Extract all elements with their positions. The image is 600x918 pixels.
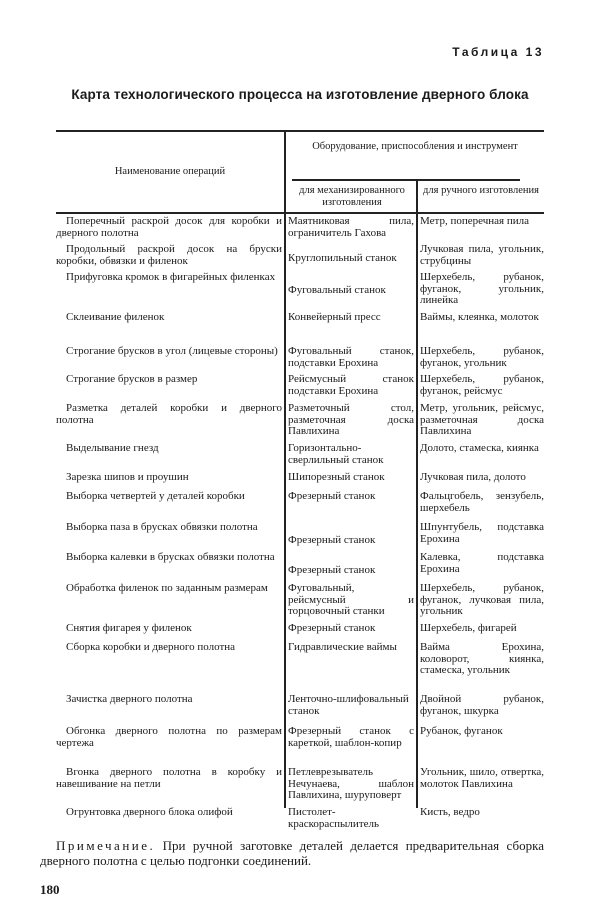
footnote (40, 838, 544, 868)
cell-manual: Метр, поперечная пила (420, 215, 529, 227)
cell-manual: Лучковая пила, долото (420, 471, 526, 483)
cell-operation: Зачистка дверного полотна (66, 693, 193, 705)
cell-manual: Ваймы, клеянка, молоток (420, 311, 539, 323)
cell-manual: Шерхебель, рубанок, фуганок, лучковая пила, угольник (420, 582, 544, 618)
cell-manual: Шерхебель, рубанок, фуганок, угольник (420, 345, 544, 369)
cell-mechanized: Фрезерный станок (288, 490, 376, 502)
table-title: Карта технологического процесса на изготовление дверного блока (71, 87, 529, 102)
cell-operation: Выборка калевки в брусках обвязки полотна (66, 551, 275, 563)
cell-operation: Вгонка дверного полотна в коробку и навешивание на петли (56, 766, 282, 790)
cell-mechanized: Маятниковая пила, ограничитель Гахова (288, 215, 414, 239)
cell-operation: Выборка паза в брусках обвязки полотна (66, 521, 258, 533)
footnote-label: Примечание. (56, 838, 156, 853)
cell-manual: Шерхебель, фигарей (420, 622, 517, 634)
cell-manual: Метр, угольник, рейсмус, разметочная доска Павлихина (420, 402, 544, 438)
page-number: 180 (40, 882, 60, 897)
cell-mechanized: Шипорезный станок (288, 471, 385, 483)
cell-mechanized: Горизонтально-сверлильный станок (288, 442, 384, 466)
cell-manual: Калевка, подставка Ерохина (420, 551, 544, 575)
cell-operation: Поперечный раскрой досок для коробки и дверного полотна (56, 215, 282, 239)
column-divider-1 (284, 132, 286, 808)
cell-mechanized: Ленточно-шлифовальный станок (288, 693, 409, 717)
cell-manual: Долото, стамеска, киянка (420, 442, 539, 454)
cell-mechanized: Конвейерный пресс (288, 311, 381, 323)
table-number: Таблица 13 (452, 45, 544, 59)
cell-manual: Вайма Ерохина, коловорот, киянка, стамеска, угольник (420, 641, 544, 677)
cell-operation: Зарезка шипов и проушин (66, 471, 189, 483)
cell-mechanized: Фрезерный станок с кареткой, шаблон-копир (288, 725, 414, 749)
cell-mechanized: Пистолет-краскораспылитель (288, 806, 380, 830)
cell-mechanized: Петлеврезыватель Нечунаева, шаблон Павлихина, шуруповерт (288, 766, 414, 802)
cell-manual: Угольник, шило, отвертка, молоток Павлихина (420, 766, 544, 790)
cell-manual: Шерхебель, рубанок, фуганок, рейсмус (420, 373, 544, 397)
cell-operation: Прифуговка кромок в фигарейных филенках (66, 271, 276, 283)
cell-operation: Разметка деталей коробки и дверного полотна (56, 402, 282, 426)
header-equipment-group: Оборудование, приспособления и инструмент (312, 141, 518, 152)
cell-mechanized: Разметочный стол, разметочная доска Павлихина (288, 402, 414, 438)
cell-mechanized: Фуговальный станок (288, 284, 386, 296)
header-operation: Наименование операций (114, 166, 226, 177)
cell-mechanized: Фуговальный станок, подставки Ерохина (288, 345, 414, 369)
header-mechanized: для механизированного изготовления (299, 185, 405, 208)
table-header (56, 132, 544, 213)
header-bottom-rule (56, 212, 544, 214)
cell-operation: Огрунтовка дверного блока олифой (66, 806, 233, 818)
cell-mechanized: Круглопильный станок (288, 252, 397, 264)
header-sub-rule (292, 179, 520, 181)
cell-manual: Кисть, ведро (420, 806, 480, 818)
cell-operation: Сборка коробки и дверного полотна (66, 641, 236, 653)
cell-operation: Продольный раскрой досок на бруски коробки, обвязки и филенок (56, 243, 282, 267)
cell-mechanized: Гидравлические ваймы (288, 641, 397, 653)
cell-operation: Выделывание гнезд (66, 442, 159, 454)
cell-mechanized: Рейсмусный станок подставки Ерохина (288, 373, 414, 397)
footnote-text: При ручной заготовке деталей делается предварительная сборка дверного полотна с целью подгонки соединений. (40, 838, 544, 868)
cell-operation: Снятия фигарея у филенок (66, 622, 192, 634)
column-divider-2 (416, 179, 418, 808)
cell-operation: Обработка филенок по заданным размерам (66, 582, 268, 594)
cell-operation: Обгонка дверного полотна по размерам чертежа (56, 725, 282, 749)
header-manual: для ручного изготовления (423, 185, 539, 196)
cell-manual: Шпунтубель, подставка Ерохина (420, 521, 544, 545)
cell-operation: Строгание брусков в угол (лицевые стороны) (66, 345, 278, 357)
cell-manual: Рубанок, фуганок (420, 725, 503, 737)
cell-manual: Двойной рубанок, фуганок, шкурка (420, 693, 544, 717)
cell-operation: Строгание брусков в размер (66, 373, 198, 385)
cell-manual: Шерхебель, рубанок, фуганок, угольник, линейка (420, 271, 544, 307)
cell-operation: Склеивание филенок (66, 311, 165, 323)
cell-manual: Лучковая пила, угольник, струбцины (420, 243, 544, 267)
cell-mechanized: Фрезерный станок (288, 564, 376, 576)
cell-mechanized: Фрезерный станок (288, 534, 376, 546)
cell-mechanized: Фуговальный, рейсмусный и торцовочный станки (288, 582, 414, 618)
cell-operation: Выборка четвертей у деталей коробки (66, 490, 245, 502)
cell-mechanized: Фрезерный станок (288, 622, 376, 634)
cell-manual: Фальцгобель, зензубель, шерхебель (420, 490, 544, 514)
